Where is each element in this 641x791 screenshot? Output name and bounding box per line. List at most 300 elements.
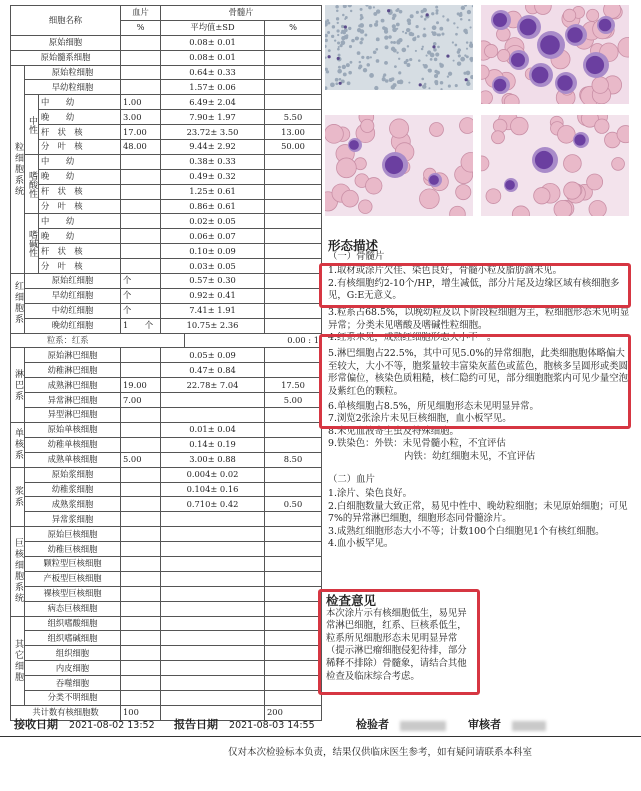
- blood-pct: [121, 616, 161, 631]
- table-row: [11, 244, 322, 259]
- blood-pct: 19.00: [121, 378, 161, 393]
- rbc-dot: [431, 12, 434, 15]
- rbc: [492, 131, 505, 144]
- rbc: [420, 189, 440, 209]
- rbc-dot: [457, 62, 461, 66]
- marrow-pct: [265, 601, 322, 616]
- marrow-pct: 0.50: [265, 497, 322, 512]
- blood-pct: 7.00: [121, 393, 161, 408]
- rbc-dot: [342, 14, 345, 17]
- rbc-dot: [461, 6, 465, 10]
- rbc-dot: [433, 42, 437, 46]
- report-date: [174, 716, 315, 732]
- cell-name: 组织嗜碱细胞: [25, 631, 121, 646]
- marrow-pct: [265, 676, 322, 691]
- footer-rule: [0, 736, 641, 737]
- table-row: [11, 50, 322, 65]
- table-row: [11, 110, 322, 125]
- cell-name: 早幼红细胞: [25, 288, 121, 303]
- marrow-mean: 1.57± 0.06: [161, 80, 265, 95]
- rbc-dot: [357, 51, 361, 55]
- cell-nucleus: [511, 53, 525, 67]
- marrow-mean: [161, 408, 265, 423]
- cell-count-table: [10, 5, 322, 721]
- rbc-dot: [467, 10, 471, 14]
- marrow-pct: [265, 244, 322, 259]
- rbc-dot: [347, 81, 351, 85]
- rbc-dot: [406, 63, 410, 67]
- table-row: [11, 333, 322, 348]
- rbc-dot: [337, 34, 339, 36]
- rbc-dot: [390, 41, 393, 44]
- cell-nucleus: [567, 27, 582, 42]
- header-blood: 血片: [121, 6, 161, 21]
- rbc-dot: [350, 61, 353, 64]
- blood-pct: [121, 631, 161, 646]
- rbc-dot: [455, 84, 458, 87]
- blood-pct: [121, 80, 161, 95]
- marrow-section-title: （一）骨髓片: [328, 250, 385, 262]
- rbc-dot: [422, 46, 424, 48]
- rbc-dot: [325, 22, 328, 27]
- blood-pct: 1.00: [121, 95, 161, 110]
- rbc: [498, 49, 510, 61]
- rbc-dot: [340, 44, 343, 47]
- rbc-dot: [335, 5, 339, 9]
- rbc-dot: [357, 37, 359, 39]
- rbc: [512, 206, 529, 216]
- rbc-dot: [331, 35, 334, 38]
- blood-pct: [121, 690, 161, 705]
- table-row: [11, 169, 322, 184]
- rbc: [563, 9, 576, 22]
- cell-name: 幼稚单核细胞: [25, 437, 121, 452]
- cell-name: 晚 幼: [39, 110, 121, 125]
- cell-nucleus: [493, 13, 507, 27]
- cell-name: 原始细胞: [11, 35, 121, 50]
- rbc-dot: [392, 27, 397, 32]
- blood-pct: 48.00: [121, 140, 161, 155]
- cell-name: 原始巨核细胞: [25, 527, 121, 542]
- marrow-mean: 0.86± 0.61: [161, 199, 265, 214]
- rbc-dot: [421, 78, 424, 81]
- rbc: [342, 190, 359, 207]
- marrow-mean: [161, 512, 265, 527]
- table-row: [11, 452, 322, 467]
- blood-pct: [121, 184, 161, 199]
- header-blood-pct: %: [121, 20, 161, 35]
- desc-item-8: 8.未见血液寄生虫及特殊细胞。: [328, 425, 459, 437]
- rbc-dot: [436, 71, 440, 75]
- marrow-pct: [265, 348, 322, 363]
- nucleated-cell: [328, 55, 331, 58]
- cell-nucleus: [429, 175, 439, 185]
- marrow-pct: [265, 482, 322, 497]
- rbc-dot: [360, 37, 363, 40]
- rbc-dot: [392, 17, 395, 20]
- marrow-mean: 0.05± 0.09: [161, 348, 265, 363]
- nucleated-cell: [465, 78, 468, 81]
- rbc-dot: [437, 33, 440, 36]
- nucleated-cell: [339, 82, 342, 85]
- cell-name: 晚 幼: [39, 229, 121, 244]
- marrow-pct: [265, 542, 322, 557]
- rbc-dot: [332, 25, 335, 28]
- table-row: [11, 497, 322, 512]
- rbc: [592, 77, 608, 93]
- marrow-mean: 7.41± 1.91: [161, 303, 265, 318]
- marrow-mean: 10.75± 2.36: [161, 318, 265, 333]
- rbc-dot: [336, 29, 339, 32]
- rbc-dot: [414, 37, 416, 39]
- rbc-dot: [433, 48, 436, 51]
- rbc-dot: [325, 39, 328, 43]
- table-row: [11, 586, 322, 601]
- blood-pct: [121, 50, 161, 65]
- table-row: [11, 154, 322, 169]
- rbc-dot: [346, 63, 350, 67]
- rbc-dot: [373, 6, 375, 8]
- rbc-dot: [446, 19, 449, 22]
- cell-nucleus: [540, 35, 560, 55]
- rbc-dot: [328, 22, 331, 25]
- cell-name: 异型淋巴细胞: [25, 408, 121, 423]
- marrow-pct: [265, 274, 322, 289]
- cell-name: 杆 状 核: [39, 125, 121, 140]
- cell-name: 组织嗜酸细胞: [25, 616, 121, 631]
- rbc: [564, 182, 581, 199]
- rbc: [337, 158, 357, 178]
- marrow-mean: 0.49± 0.32: [161, 169, 265, 184]
- cell-name: 原始髓系细胞: [11, 50, 121, 65]
- rbc-dot: [364, 34, 367, 37]
- marrow-pct: [265, 586, 322, 601]
- blood-pct: 3.00: [121, 110, 161, 125]
- rbc-dot: [327, 31, 330, 34]
- header-marrow-pct: %: [265, 20, 322, 35]
- rbc-dot: [369, 73, 374, 78]
- rbc-dot: [460, 18, 463, 21]
- rbc-dot: [407, 18, 411, 22]
- rbc: [481, 156, 489, 171]
- rbc-dot: [459, 13, 463, 17]
- marrow-mean: [161, 556, 265, 571]
- cell-nucleus: [557, 75, 572, 90]
- rbc-dot: [359, 65, 363, 69]
- blood-pct: [121, 244, 161, 259]
- marrow-mean: 0.01± 0.04: [161, 422, 265, 437]
- rbc-dot: [385, 45, 389, 49]
- marrow-pct: 5.50: [265, 110, 322, 125]
- group-granulocyte: 粒细胞系统: [11, 65, 25, 273]
- rbc-dot: [326, 71, 328, 73]
- rbc-dot: [468, 19, 470, 21]
- marrow-mean: [161, 646, 265, 661]
- blood-pct: 17.00: [121, 125, 161, 140]
- marrow-mean: 0.38± 0.33: [161, 154, 265, 169]
- rbc-dot: [396, 23, 400, 27]
- rbc-dot: [351, 39, 355, 43]
- desc-item-9a: 9.铁染色：外铁：未见骨髓小粒，不宜评估: [328, 438, 506, 450]
- rbc-dot: [415, 50, 417, 52]
- marrow-mean: 0.08± 0.01: [161, 35, 265, 50]
- rbc-dot: [435, 12, 438, 15]
- rbc-dot: [373, 51, 377, 55]
- rbc-dot: [335, 78, 339, 82]
- rbc-dot: [404, 61, 408, 65]
- table-row: [11, 482, 322, 497]
- marrow-pct: [265, 571, 322, 586]
- group-megakaryocyte: 巨核细胞系统: [11, 527, 25, 616]
- rbc-dot: [325, 57, 327, 59]
- table-row: [11, 527, 322, 542]
- cell-name: 原始粒细胞: [25, 65, 121, 80]
- group-monocyte: 单核系: [11, 422, 25, 467]
- marrow-pct: [265, 646, 322, 661]
- marrow-pct: [265, 95, 322, 110]
- rbc: [460, 118, 473, 134]
- table-row: [11, 393, 322, 408]
- table-row: [11, 65, 322, 80]
- rbc-dot: [437, 46, 440, 49]
- rbc-dot: [399, 80, 404, 85]
- desc-item-2: 2.有核细胞约2-10个/HP，增生减低，部分片尾及边缘区域有核细胞多见，G:E无意义。: [328, 277, 620, 302]
- cell-name: 杆 状 核: [39, 244, 121, 259]
- marrow-pct: [265, 661, 322, 676]
- table-row: [11, 318, 322, 333]
- rbc-dot: [325, 34, 328, 38]
- marrow-mean: [161, 676, 265, 691]
- marrow-pct: [265, 437, 322, 452]
- blood-pct: [121, 512, 161, 527]
- rbc-dot: [470, 60, 472, 62]
- ratio-value: 0.00 : 1: [185, 333, 322, 348]
- desc-item-6: 6.单核细胞占8.5%，所见细胞形态未见明显异常。: [328, 400, 539, 412]
- marrow-mean: 7.90± 1.97: [161, 110, 265, 125]
- rbc-dot: [463, 29, 467, 33]
- marrow-mean: 0.47± 0.84: [161, 363, 265, 378]
- marrow-pct: 8.50: [265, 452, 322, 467]
- rbc: [587, 174, 603, 190]
- rbc-dot: [342, 65, 346, 69]
- report-date-label: 报告日期: [174, 718, 218, 731]
- rbc-dot: [423, 64, 428, 69]
- table-header-row: [11, 6, 322, 21]
- marrow-mean: 0.03± 0.05: [161, 259, 265, 274]
- rbc: [456, 184, 471, 199]
- cell-name: 幼稚巨核细胞: [25, 542, 121, 557]
- desc-item-1: 1.取材或涂片欠佳、染色良好，骨髓小粒及脂肪滴未见。: [328, 265, 562, 277]
- marrow-pct: [265, 616, 322, 631]
- rbc-dot: [402, 31, 404, 33]
- rbc-dot: [394, 65, 397, 68]
- rbc-dot: [368, 6, 372, 10]
- micrograph-3: [325, 115, 473, 216]
- rbc-dot: [422, 84, 426, 88]
- highlight-box-2: [319, 334, 631, 429]
- rbc-dot: [365, 5, 368, 7]
- cell-nucleus: [535, 151, 553, 169]
- nucleated-cell: [446, 54, 449, 57]
- table-row: [11, 363, 322, 378]
- desc-item-3: 3.粒系占68.5%，以晚幼粒及以下阶段粒细胞为主，粒细胞形态未见明显异常；分类未见嗜酸及嗜碱性粒细胞。: [328, 306, 630, 331]
- marrow-mean: 1.25± 0.61: [161, 184, 265, 199]
- rbc-dot: [422, 33, 426, 37]
- rbc-dot: [440, 81, 444, 85]
- marrow-pct: [265, 303, 322, 318]
- marrow-pct: [265, 318, 322, 333]
- rbc-dot: [359, 61, 361, 63]
- marrow-pct: [265, 690, 322, 705]
- rbc-dot: [360, 8, 363, 11]
- rbc-dot: [416, 11, 419, 14]
- table-row: [11, 408, 322, 423]
- rbc: [481, 91, 492, 104]
- rbc: [430, 123, 444, 137]
- rbc: [558, 125, 576, 143]
- blood-pct: [121, 437, 161, 452]
- marrow-pct: [265, 512, 322, 527]
- marrow-mean: [161, 661, 265, 676]
- marrow-mean: 6.49± 2.04: [161, 95, 265, 110]
- rbc-dot: [337, 22, 339, 24]
- table-row: [11, 80, 322, 95]
- rbc: [587, 9, 599, 21]
- cell-name: 幼稚淋巴细胞: [25, 363, 121, 378]
- rbc-dot: [427, 50, 431, 54]
- marrow-pct: [265, 169, 322, 184]
- nucleated-cell: [387, 9, 390, 12]
- rbc-dot: [330, 82, 335, 87]
- blood-section-title: （二）血片: [328, 473, 375, 485]
- rbc-dot: [431, 31, 433, 33]
- group-erythroid: 红细胞系: [11, 274, 25, 334]
- group-neutrophil: 中性: [25, 95, 39, 155]
- blood-pct: [121, 571, 161, 586]
- header-mean: 平均值±SD: [161, 20, 265, 35]
- rbc-dot: [415, 25, 418, 28]
- cell-nucleus: [505, 180, 515, 190]
- rbc-dot: [337, 48, 340, 51]
- rbc-dot: [439, 27, 443, 31]
- rbc: [554, 200, 572, 216]
- table-row: [11, 229, 322, 244]
- marrow-mean: 0.10± 0.09: [161, 244, 265, 259]
- cell-name: 早幼粒细胞: [25, 80, 121, 95]
- rbc-dot: [392, 77, 394, 79]
- cell-name: 吞噬细胞: [25, 676, 121, 691]
- table-row: [11, 288, 322, 303]
- reviewer-signature-redacted: [512, 721, 546, 731]
- marrow-pct: [265, 199, 322, 214]
- blood-pct: [121, 169, 161, 184]
- marrow-mean: [161, 571, 265, 586]
- rbc-dot: [346, 34, 349, 37]
- blood-pct: [121, 214, 161, 229]
- total-blood: 100: [121, 705, 161, 720]
- rbc-dot: [399, 10, 403, 14]
- rbc-dot: [470, 75, 473, 79]
- marrow-mean: 0.14± 0.19: [161, 437, 265, 452]
- table-row: [11, 184, 322, 199]
- rbc-dot: [359, 41, 362, 44]
- nucleated-cell: [337, 57, 340, 60]
- opinion-section: [326, 595, 472, 683]
- blood-pct: 个: [121, 274, 161, 289]
- cell-name: 中 幼: [39, 214, 121, 229]
- cell-nucleus: [532, 67, 549, 84]
- rbc-dot: [448, 72, 452, 76]
- blood-pct: [121, 65, 161, 80]
- rbc-dot: [367, 63, 371, 67]
- reviewer: [468, 716, 546, 732]
- rbc-dot: [373, 12, 377, 16]
- marrow-mean: [161, 586, 265, 601]
- rbc-dot: [405, 32, 407, 34]
- blood-item-4: 4.血小板罕见。: [328, 538, 394, 550]
- table-row: [11, 95, 322, 110]
- rbc: [589, 200, 606, 216]
- micrograph-2: [481, 5, 629, 104]
- rbc-dot: [441, 32, 444, 35]
- rbc-dot: [325, 45, 327, 48]
- rbc-dot: [410, 14, 414, 18]
- rbc: [361, 119, 374, 132]
- table-row: [11, 690, 322, 705]
- cell-nucleus: [520, 19, 537, 36]
- cell-nucleus: [385, 156, 403, 174]
- rbc-dot: [348, 71, 352, 75]
- blood-pct: [121, 497, 161, 512]
- marrow-pct: [265, 80, 322, 95]
- marrow-pct: [265, 35, 322, 50]
- rbc-dot: [421, 48, 424, 51]
- marrow-mean: [161, 542, 265, 557]
- rbc-dot: [423, 28, 425, 30]
- marrow-pct: 50.00: [265, 140, 322, 155]
- marrow-mean: 0.57± 0.30: [161, 274, 265, 289]
- desc-item-9b: 内铁：幼红细胞未见，不宜评估: [404, 450, 536, 462]
- rbc-dot: [396, 52, 398, 54]
- ratio-label: 粒系：红系: [11, 333, 185, 348]
- rbc-dot: [338, 54, 341, 57]
- rbc-dot: [358, 24, 361, 27]
- marrow-mean: [161, 616, 265, 631]
- cell-nucleus: [586, 56, 604, 74]
- rbc: [359, 200, 373, 214]
- cell-name: 分 叶 核: [39, 259, 121, 274]
- rbc-dot: [336, 17, 339, 20]
- nucleated-cell: [432, 45, 435, 48]
- rbc-dot: [408, 82, 410, 84]
- rbc: [325, 124, 343, 143]
- rbc-dot: [338, 66, 341, 69]
- group-other: 其它细胞: [11, 616, 25, 705]
- rbc-dot: [393, 49, 397, 53]
- marrow-mean: 0.004± 0.02: [161, 467, 265, 482]
- rbc-dot: [328, 49, 331, 52]
- rbc-dot: [388, 35, 392, 39]
- cell-nucleus: [599, 19, 612, 32]
- rbc-dot: [348, 27, 351, 30]
- blood-pct: [121, 482, 161, 497]
- blood-pct: [121, 35, 161, 50]
- cell-name: 成熟淋巴细胞: [25, 378, 121, 393]
- table-row: [11, 571, 322, 586]
- marrow-mean: [161, 601, 265, 616]
- rbc-dot: [360, 16, 363, 19]
- table-row: [11, 422, 322, 437]
